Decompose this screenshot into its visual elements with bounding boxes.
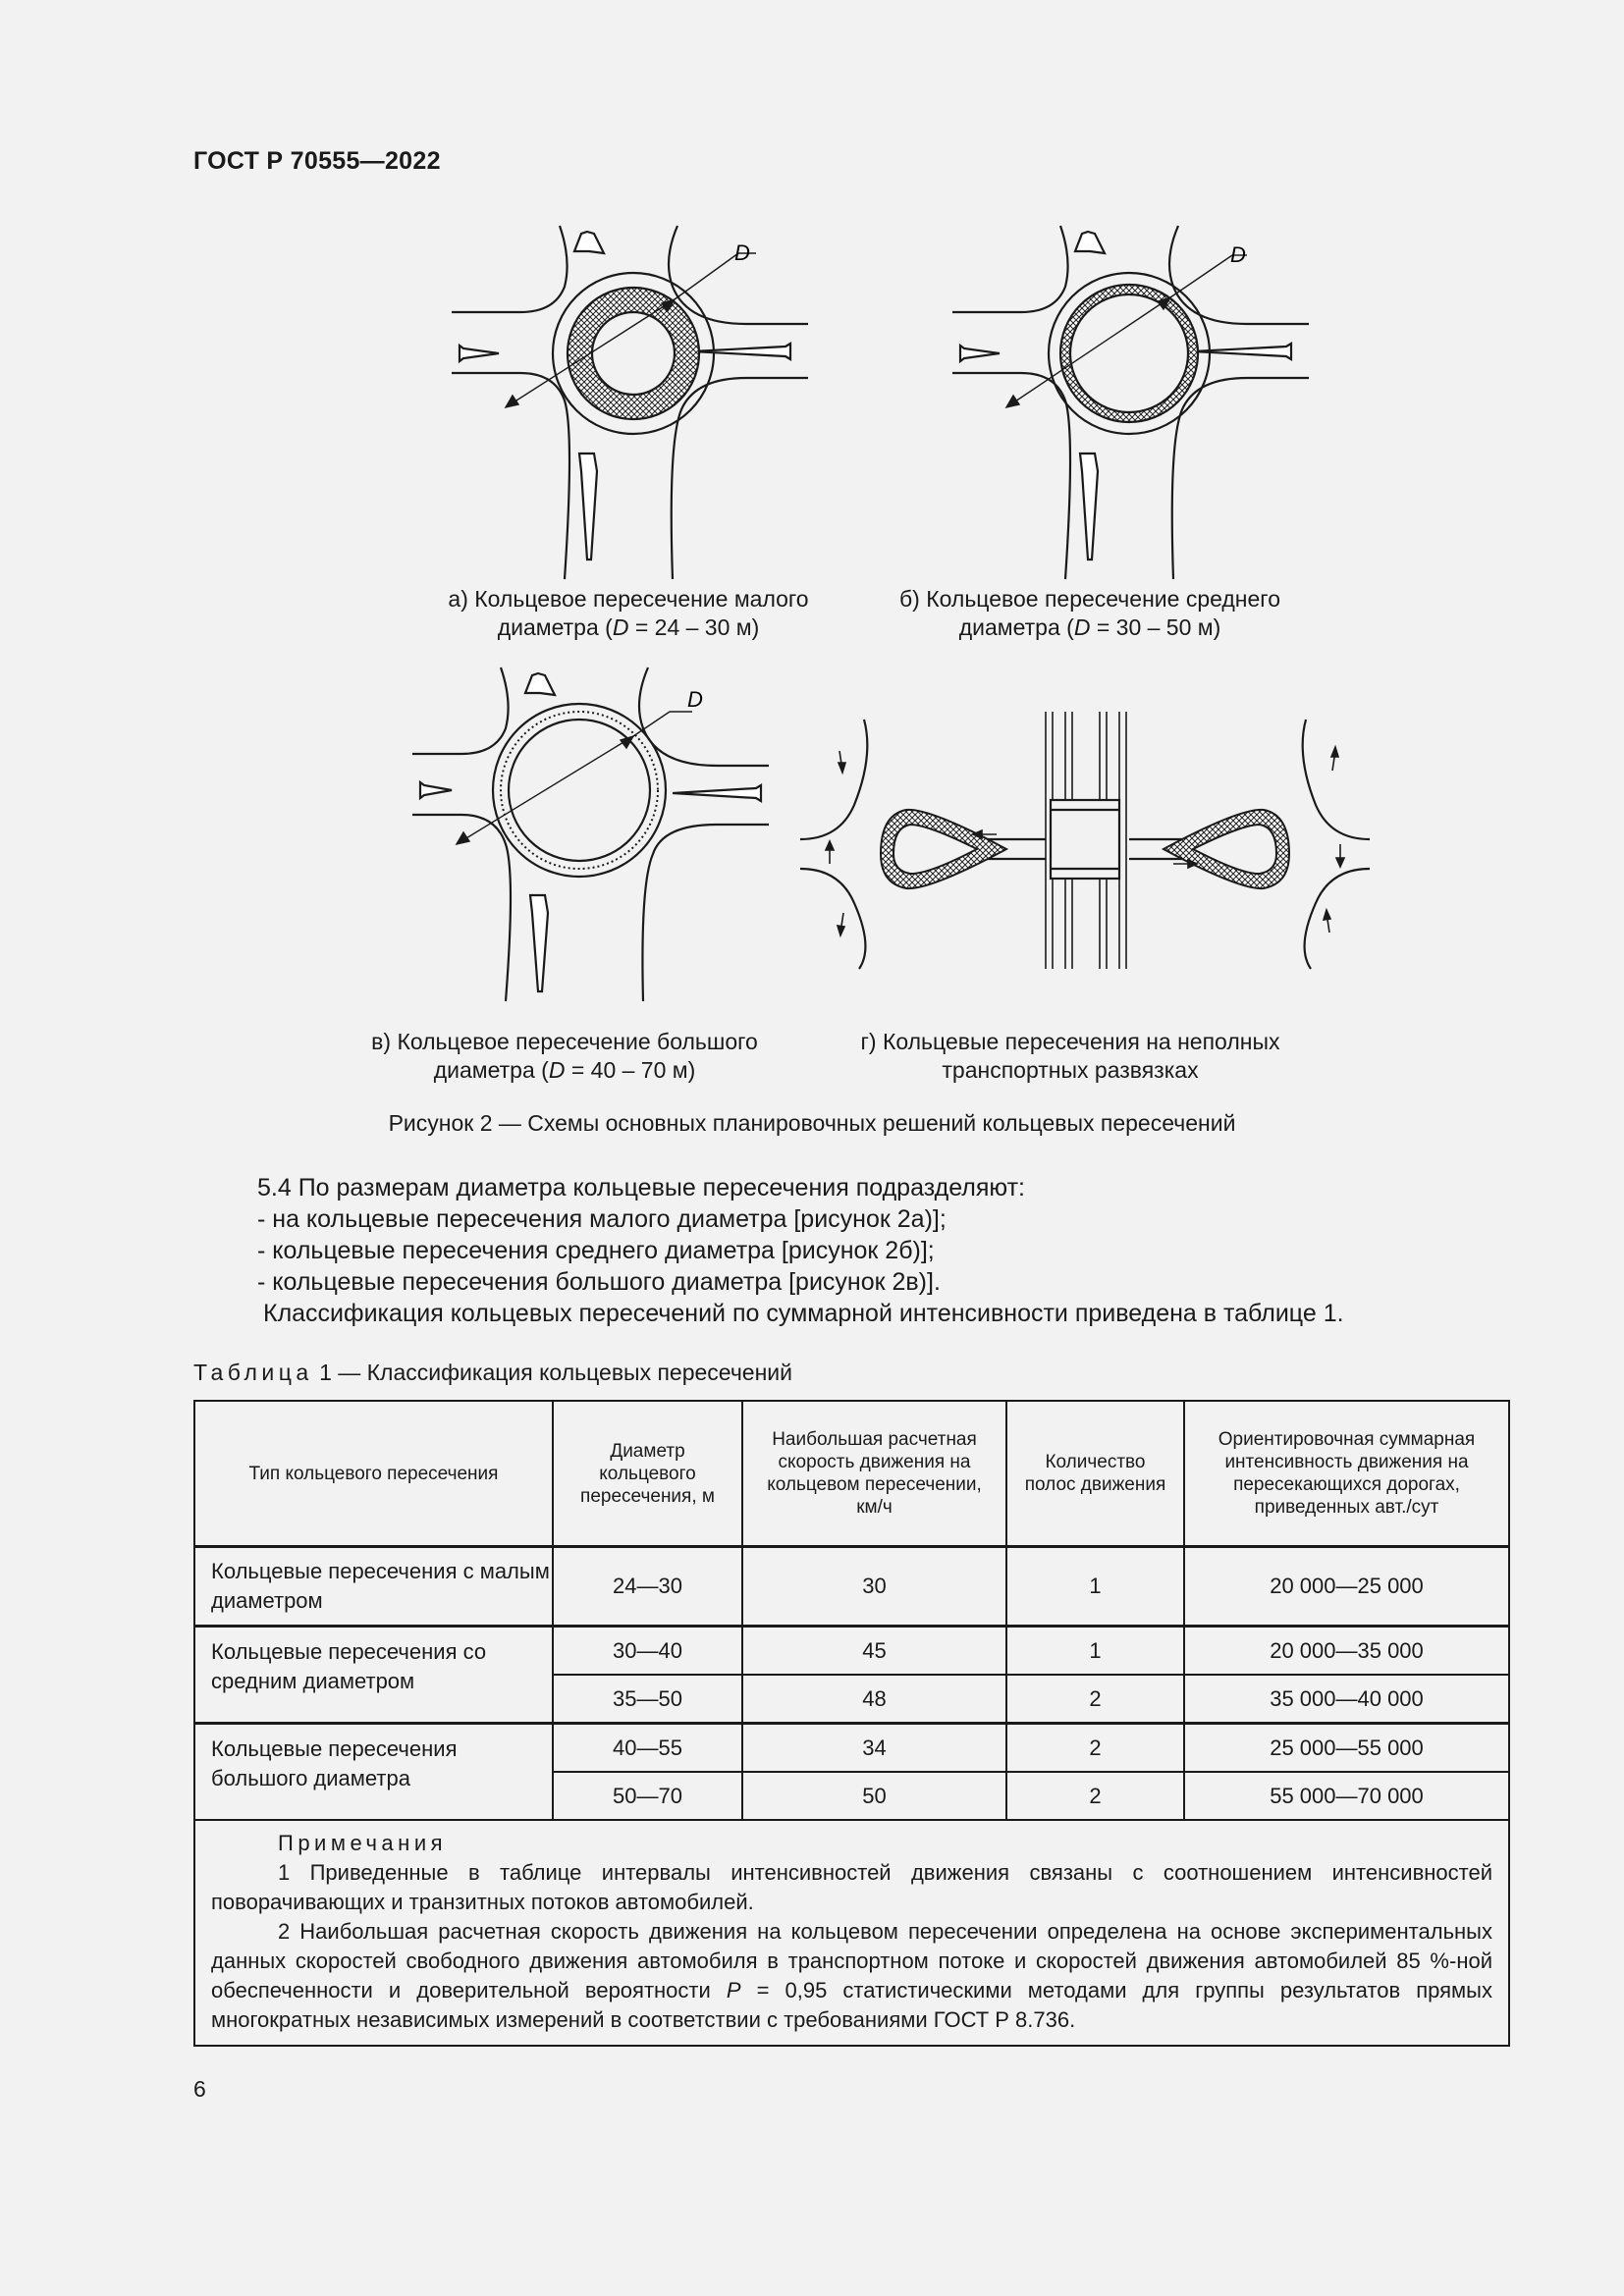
- header-diameter: Диаметр кольцевого пересечения, м: [553, 1401, 742, 1547]
- cell-lanes: 2: [1006, 1675, 1184, 1724]
- cell-diameter: 40—55: [553, 1724, 742, 1773]
- cell-speed: 48: [742, 1675, 1006, 1724]
- caption-a: а) Кольцевое пересечение малого диаметра (D = 24 – 30 м): [448, 586, 809, 640]
- table-caption: Таблица 1 — Классификация кольцевых пересечений: [193, 1360, 792, 1385]
- table-notes-row: [194, 1820, 1509, 2046]
- section-closing: Классификация кольцевых пересечений по суммарной интенсивности приведена в таблице 1.: [263, 1300, 1344, 1327]
- cell-lanes: 2: [1006, 1772, 1184, 1820]
- classification-table: [193, 1400, 1510, 2047]
- diameter-label: D: [1230, 242, 1246, 267]
- cell-intensity: 25 000—55 000: [1184, 1724, 1509, 1773]
- cell-speed: 34: [742, 1724, 1006, 1773]
- document-header: ГОСТ Р 70555—2022: [193, 147, 441, 175]
- cell-intensity: 35 000—40 000: [1184, 1675, 1509, 1724]
- figure-roundabout-large: [412, 667, 785, 1001]
- table-row: [194, 1627, 1509, 1676]
- caption-b: б) Кольцевое пересечение среднего диаметра (D = 30 – 50 м): [899, 586, 1280, 640]
- cell-lanes: 1: [1006, 1547, 1184, 1627]
- section-intro: 5.4 По размерам диаметра кольцевые пересечения подразделяют:: [257, 1174, 1025, 1201]
- figure-incomplete-interchange: [800, 712, 1370, 977]
- table-row: [194, 1547, 1509, 1627]
- caption-g: г) Кольцевые пересечения на неполных транспортных развязках: [860, 1029, 1280, 1083]
- note-2: 2 Наибольшая расчетная скорость движения на кольцевом пересечении определена на основе экспериментальных данных скоростей свободного движения автомобиля в транспортном потоке и скоростей движения автомобилей 85 %-ной обеспеченности и доверительной вероятности P = 0,95 статистическими методами для группы результатов прямых многократных независимых измерений в соответствии с требованиями ГОСТ Р 8.736.: [211, 1919, 1492, 2032]
- row-type: Кольцевые пересечения со средним диаметром: [194, 1627, 553, 1724]
- table-header-row: [194, 1401, 1509, 1547]
- diameter-label: D: [734, 240, 750, 265]
- figure-roundabout-medium: [952, 226, 1326, 579]
- cell-lanes: 2: [1006, 1724, 1184, 1773]
- cell-speed: 45: [742, 1627, 1006, 1676]
- caption-v: в) Кольцевое пересечение большого диаметра (D = 40 – 70 м): [371, 1029, 758, 1083]
- header-type: Тип кольцевого пересечения: [194, 1401, 553, 1547]
- note-1: 1 Приведенные в таблице интервалы интенсивностей движения связаны с соотношением интенсивностей поворачивающих и транзитных потоков автомобилей.: [211, 1860, 1492, 1914]
- cell-diameter: 35—50: [553, 1675, 742, 1724]
- list-item: - кольцевые пересечения большого диаметра [рисунок 2в)].: [257, 1268, 941, 1296]
- figure-roundabout-small: [452, 226, 825, 579]
- diameter-label: D: [687, 687, 703, 712]
- table-row: [194, 1724, 1509, 1773]
- list-item: - кольцевые пересечения среднего диаметра [рисунок 2б)];: [257, 1237, 935, 1264]
- figure-title: Рисунок 2 — Схемы основных планировочных решений кольцевых пересечений: [388, 1110, 1236, 1136]
- table-notes: [194, 1820, 1509, 2046]
- cell-intensity: 55 000—70 000: [1184, 1772, 1509, 1820]
- cell-speed: 30: [742, 1547, 1006, 1627]
- cell-diameter: 30—40: [553, 1627, 742, 1676]
- page-number: 6: [193, 2076, 206, 2102]
- cell-intensity: 20 000—25 000: [1184, 1547, 1509, 1627]
- cell-intensity: 20 000—35 000: [1184, 1627, 1509, 1676]
- header-lanes: Количество полос движения: [1006, 1401, 1184, 1547]
- notes-title: Примечания: [278, 1831, 448, 1855]
- list-item: - на кольцевые пересечения малого диаметра [рисунок 2а)];: [257, 1205, 947, 1233]
- header-speed: Наибольшая расчетная скорость движения на кольцевом пересечении, км/ч: [742, 1401, 1006, 1547]
- cell-speed: 50: [742, 1772, 1006, 1820]
- row-type: Кольцевые пересечения с малым диаметром: [194, 1547, 553, 1627]
- cell-lanes: 1: [1006, 1627, 1184, 1676]
- cell-diameter: 50—70: [553, 1772, 742, 1820]
- header-intensity: Ориентировочная суммарная интенсивность движения на пересекающихся дорогах, приведенных авт./сут: [1184, 1401, 1509, 1547]
- row-type: Кольцевые пересечения большого диаметра: [194, 1724, 553, 1821]
- cell-diameter: 24—30: [553, 1547, 742, 1627]
